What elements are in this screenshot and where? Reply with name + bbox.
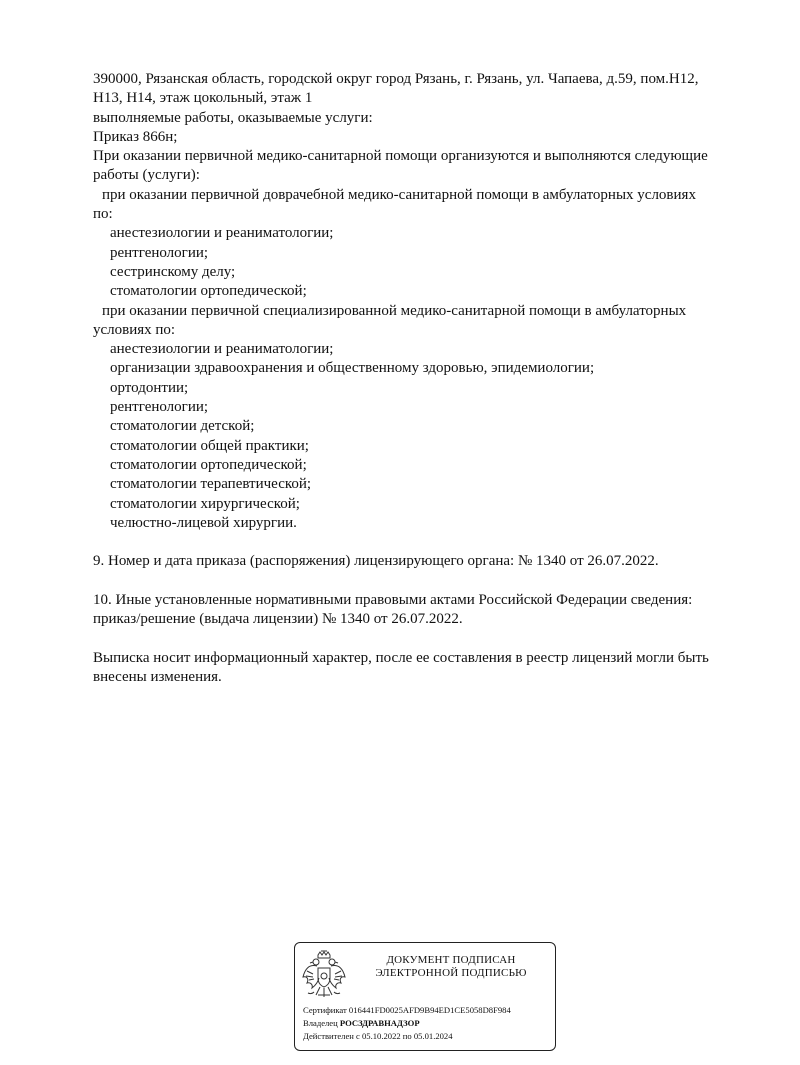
text-line: по: xyxy=(93,206,113,223)
paragraph-gap xyxy=(93,630,773,649)
stamp-certificate xyxy=(303,1005,511,1016)
text-line: Приказ 866н; xyxy=(93,128,178,145)
text-line: 9. Номер и дата приказа (распоряжения) лицензирующего органа: № 1340 от 26.07.2022. xyxy=(93,553,659,570)
text-line: работы (услуги): xyxy=(93,167,200,184)
text-line: стоматологии хирургической; xyxy=(110,495,300,512)
text-line: организации здравоохранения и общественному здоровью, эпидемиологии; xyxy=(110,360,595,377)
paragraph-gap xyxy=(93,533,773,552)
text-line: выполняемые работы, оказываемые услуги: xyxy=(93,109,373,126)
text-line: Выписка носит информационный характер, после ее составления в реестр лицензий могли быть xyxy=(93,649,709,666)
paragraph-gap xyxy=(93,572,773,591)
certificate-label: Сертификат xyxy=(303,1005,347,1015)
stamp-title-line-1: ДОКУМЕНТ ПОДПИСАН xyxy=(386,954,516,966)
text-line: 10. Иные установленные нормативными правовыми актами Российской Федерации сведения: xyxy=(93,592,693,609)
text-line: ортодонтии; xyxy=(110,379,189,396)
text-line: рентгенологии; xyxy=(110,244,209,261)
russian-coat-of-arms-icon xyxy=(301,949,347,1001)
text-line: стоматологии ортопедической; xyxy=(110,283,307,300)
electronic-signature-stamp xyxy=(294,942,556,1051)
text-line: челюстно-лицевой хирургии. xyxy=(110,514,297,531)
document-body xyxy=(93,70,773,688)
text-line: условиях по: xyxy=(93,321,176,338)
text-line: стоматологии терапевтической; xyxy=(110,476,312,493)
owner-label: Владелец xyxy=(303,1018,338,1028)
text-line: анестезиологии и реаниматологии; xyxy=(110,225,334,242)
text-line: стоматологии детской; xyxy=(110,418,255,435)
stamp-validity: Действителен с 05.10.2022 по 05.01.2024 xyxy=(303,1031,453,1041)
text-line: приказ/решение (выдача лицензии) № 1340 от 26.07.2022. xyxy=(93,611,463,628)
text-line: стоматологии общей практики; xyxy=(110,437,309,454)
text-line: Н13, Н14, этаж цокольный, этаж 1 xyxy=(93,90,313,107)
owner-value: РОСЗДРАВНАДЗОР xyxy=(339,1018,420,1028)
text-line: внесены изменения. xyxy=(93,669,222,686)
text-line: при оказании первичной специализированной медико-санитарной помощи в амбулаторных xyxy=(102,302,687,319)
text-line: 390000, Рязанская область, городской округ город Рязань, г. Рязань, ул. Чапаева, д.59, пом.Н12, xyxy=(93,71,699,87)
text-line: рентгенологии; xyxy=(110,399,209,416)
text-line: сестринскому делу; xyxy=(110,263,236,280)
stamp-title-line-2: ЭЛЕКТРОННОЙ ПОДПИСЬЮ xyxy=(375,967,527,979)
text-line: анестезиологии и реаниматологии; xyxy=(110,341,334,358)
text-line: При оказании первичной медико-санитарной помощи организуются и выполняются следующие xyxy=(93,148,708,165)
stamp-owner xyxy=(303,1018,420,1029)
text-line: стоматологии ортопедической; xyxy=(110,456,307,473)
text-line: при оказании первичной доврачебной медико-санитарной помощи в амбулаторных условиях xyxy=(102,186,696,203)
certificate-value: 016441FD0025AFD9B94ED1CE5058D8F984 xyxy=(348,1005,511,1015)
